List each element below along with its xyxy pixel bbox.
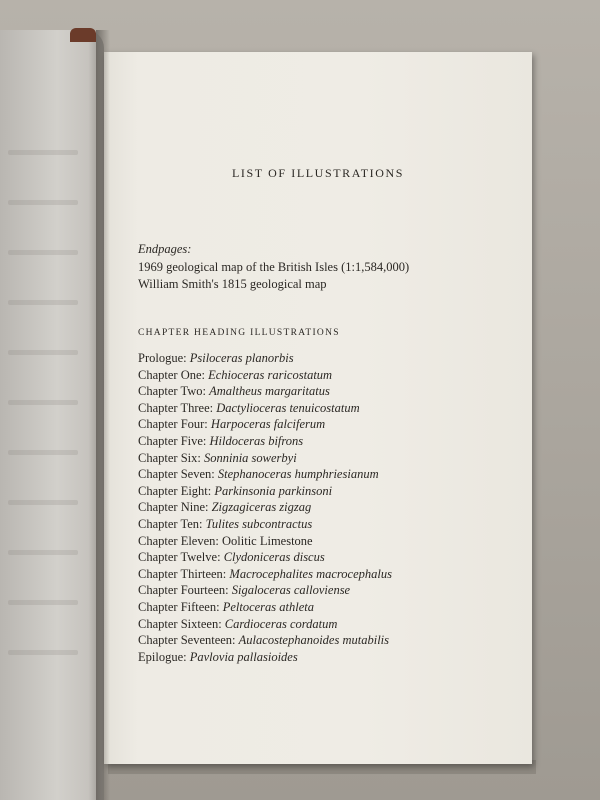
section-heading: CHAPTER HEADING ILLUSTRATIONS (138, 328, 340, 338)
list-item (138, 383, 392, 400)
species-name: Macrocephalites macrocephalus (229, 566, 392, 581)
species-name: Dactylioceras tenuicostatum (216, 400, 360, 415)
list-item (138, 350, 392, 367)
chapter-label: Chapter Seven: (138, 467, 218, 482)
chapter-label: Chapter Two: (138, 384, 210, 399)
endpages-item: William Smith's 1815 geological map (138, 277, 327, 291)
endpages-label: Endpages: (138, 242, 192, 256)
chapter-label: Chapter One: (138, 367, 209, 382)
chapter-label: Chapter Five: (138, 433, 210, 448)
chapter-label: Chapter Eleven: Oolitic Limestone (138, 533, 313, 548)
species-name: Echioceras raricostatum (208, 367, 333, 382)
list-item (138, 616, 392, 633)
species-name: Aulacostephanoides mutabilis (238, 633, 390, 648)
list-item (138, 566, 392, 583)
list-item (138, 450, 392, 467)
list-item (138, 516, 392, 533)
species-name: Stephanoceras humphriesianum (217, 467, 379, 482)
species-name: Sigaloceras calloviense (231, 583, 351, 598)
chapter-label: Chapter Sixteen: (138, 616, 225, 631)
list-item (138, 499, 392, 516)
species-name: Hildoceras bifrons (209, 433, 304, 448)
list-item (138, 367, 392, 384)
chapter-label: Epilogue: (138, 649, 190, 664)
species-name: Clydoniceras discus (223, 550, 325, 565)
list-item (138, 599, 392, 616)
list-item (138, 533, 392, 550)
chapter-label: Chapter Nine: (138, 500, 212, 515)
species-name: Peltoceras athleta (222, 599, 314, 614)
list-item (138, 433, 392, 450)
list-item (138, 582, 392, 599)
species-name: Psiloceras planorbis (189, 351, 294, 365)
spine-shadow (96, 30, 110, 800)
species-name: Harpoceras falciferum (210, 417, 326, 432)
species-name: Amaltheus margaritatus (209, 384, 330, 399)
chapter-label: Chapter Three: (138, 400, 217, 415)
list-item (138, 466, 392, 483)
list-item (138, 483, 392, 500)
chapter-label: Chapter Thirteen: (138, 566, 230, 581)
list-item (138, 649, 392, 666)
species-name: Parkinsonia parkinsoni (214, 483, 333, 498)
chapter-label: Chapter Eight: (138, 483, 215, 498)
species-name: Sonninia sowerbyi (203, 450, 297, 465)
left-page (0, 30, 104, 800)
chapter-illustration-list (138, 350, 392, 665)
chapter-label: Chapter Ten: (138, 516, 206, 531)
chapter-label: Prologue: (138, 351, 190, 365)
chapter-label: Chapter Fifteen: (138, 599, 223, 614)
list-item (138, 416, 392, 433)
species-name: Pavlovia pallasioides (189, 649, 298, 664)
list-item (138, 632, 392, 649)
page-title: LIST OF ILLUSTRATIONS (231, 166, 405, 180)
list-item (138, 400, 392, 417)
chapter-label: Chapter Seventeen: (138, 633, 239, 648)
species-name: Zigzagiceras zigzag (211, 500, 312, 515)
species-name: Cardioceras cordatum (224, 616, 338, 631)
book-cover-edge (70, 28, 96, 42)
species-name: Tulites subcontractus (205, 516, 313, 531)
book-page (104, 52, 532, 764)
endpages-item: 1969 geological map of the British Isles (1:1,584,000) (138, 260, 410, 274)
chapter-label: Chapter Fourteen: (138, 583, 232, 598)
chapter-label: Chapter Twelve: (138, 550, 224, 565)
list-item (138, 549, 392, 566)
chapter-label: Chapter Four: (138, 417, 211, 432)
chapter-label: Chapter Six: (138, 450, 204, 465)
